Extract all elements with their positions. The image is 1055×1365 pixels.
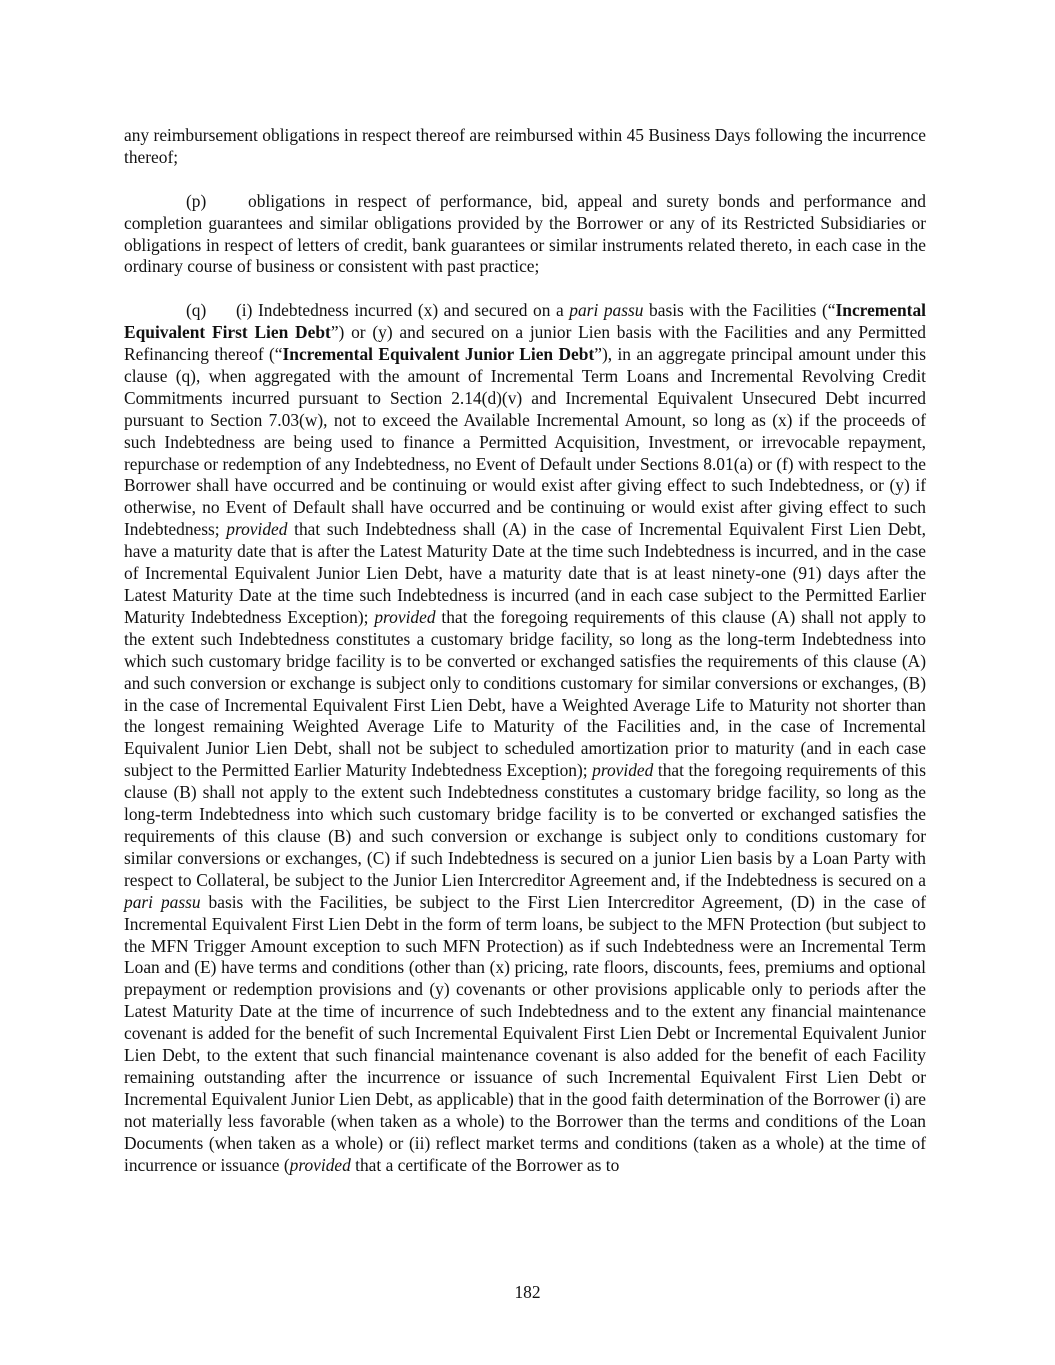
clause-q-text: ”) or (y) and secured on a junior Lien basis with the Facilities and any Permitted Refinancing thereof (“ — [124, 322, 926, 365]
paragraph-clause-p — [124, 191, 926, 279]
clause-q-text: basis with the Facilities, be subject to the First Lien Intercreditor Agreement, (D) in the case of Incremental Equivalent First Lien Debt in the form of term loans, be subject to the MFN Protection (but subject to the MFN Trigger Amount exception to such MFN Protection) as if such Indebtedness were an Incremental Term Loan and (E) have terms and conditions (other than (x) pricing, rate floors, discounts, fees, premiums and optional prepayment or redemption provisions and (y) covenants or other provisions applicable only to periods after the Latest Maturity Date at the time of incurrence of such Indebtedness and to the extent any financial maintenance covenant is added for the benefit of such Incremental Equivalent First Lien Debt or Incremental Equivalent Junior Lien Debt, to the extent that such financial maintenance covenant is also added for the benefit of each Facility remaining outstanding after the incurrence or issuance of such Incremental Equivalent First Lien Debt or Incremental Equivalent Junior Lien Debt, as applicable) that in the good faith determination of the Borrower (i) are not materially less favorable (when taken as a whole) to the Borrower than the terms and conditions of the Loan Documents (when taken as a whole) or (ii) reflect market terms and conditions (taken as a whole) at the time of incurrence or issuance ( — [124, 891, 926, 1175]
emphasis-pari-passu: pari passu — [569, 300, 644, 321]
clause-q-text: that such Indebtedness shall (A) in the case of Incremental Equivalent First Lien Debt, have a maturity date that is after the Latest Maturity Date at the time such Indebtedness is incurred, and in the case of Incremental Equivalent Junior Lien Debt, have a maturity date that is at least ninety-one (91) days after the Latest Maturity Date at the time such Indebtedness is incurred (and in each case subject to the Permitted Earlier Maturity Indebtedness Exception); — [124, 519, 926, 627]
emphasis-provided: provided — [289, 1154, 351, 1175]
clause-q-text: basis with the Facilities (“ — [643, 300, 836, 321]
paragraph-text: any reimbursement obligations in respect thereof are reimbursed within 45 Business Days following the incurrence thereof; — [124, 125, 926, 167]
emphasis-provided: provided — [226, 519, 288, 540]
emphasis-pari-passu: pari passu — [124, 891, 201, 912]
defined-term-first-lien-debt: Incremental Equivalent First Lien Debt — [124, 300, 926, 343]
paragraph-clause-q — [124, 300, 926, 1176]
emphasis-provided: provided — [592, 760, 654, 781]
page-number: 182 — [514, 1282, 541, 1302]
clause-q-text: that the foregoing requirements of this clause (B) shall not apply to the extent such Indebtedness constitutes a customary bridge facility, so long as the long-term Indebtedness into which such customary bridge facility is to be converted or exchanged satisfies the requirements of this clause (B) and such conversion or exchange is subject only to conditions customary for similar conversions or exchanges, (C) if such Indebtedness is secured on a junior Lien basis by a Loan Party with respect to Collateral, be subject to the Junior Lien Intercreditor Agreement and, if the Indebtedness is secured on a — [124, 760, 926, 890]
clause-q-text: that the foregoing requirements of this clause (A) shall not apply to the extent such Indebtedness constitutes a customary bridge facility, so long as the long-term Indebtedness into which such customary bridge facility is to be converted or exchanged satisfies the requirements of this clause (A) and such conversion or exchange is subject only to conditions customary for similar conversions or exchanges, (B) in the case of Incremental Equivalent First Lien Debt, have a Weighted Average Life to Maturity not shorter than the longest remaining Weighted Average Life to Maturity of the Facilities and, in the case of Incremental Equivalent Junior Lien Debt, shall not be subject to scheduled amortization prior to maturity (and in each case subject to the Permitted Earlier Maturity Indebtedness Exception); — [124, 606, 926, 781]
clause-p-text: obligations in respect of performance, bid, appeal and surety bonds and performance and completion guarantees and similar obligations provided by the Borrower or any of its Restricted Subsidiaries or obligations in respect of letters of credit, bank guarantees or similar instruments related thereto, in each case in the ordinary course of business or consistent with past practice; — [124, 190, 926, 277]
document-body — [124, 125, 926, 1198]
clause-q-text: ”), in an aggregate principal amount under this clause (q), when aggregated with the amount of Incremental Term Loans and Incremental Revolving Credit Commitments incurred pursuant to Section 2.14(d)(v) and Incremental Equivalent Unsecured Debt incurred pursuant to Section 7.03(w), not to exceed the Available Incremental Amount, so long as (x) if the proceeds of such Indebtedness are being used to finance a Permitted Acquisition, Investment, or irrevocable repayment, repurchase or redemption of any Indebtedness, no Event of Default under Sections 8.01(a) or (f) with respect to the Borrower shall have occurred and be continuing or would exist after giving effect to such Indebtedness, or (y) if otherwise, no Event of Default shall have occurred and be continuing or would exist after giving effect to such Indebtedness; — [124, 344, 926, 540]
emphasis-provided: provided — [374, 606, 436, 627]
defined-term-junior-lien-debt: Incremental Equivalent Junior Lien Debt — [282, 344, 595, 365]
clause-label-p: (p) — [186, 190, 207, 211]
clause-label-q: (q) — [186, 300, 207, 321]
clause-q-text: that a certificate of the Borrower as to — [350, 1154, 620, 1175]
paragraph-continuation — [124, 125, 926, 169]
clause-q-text: (i) Indebtedness incurred (x) and secured on a — [236, 300, 570, 321]
